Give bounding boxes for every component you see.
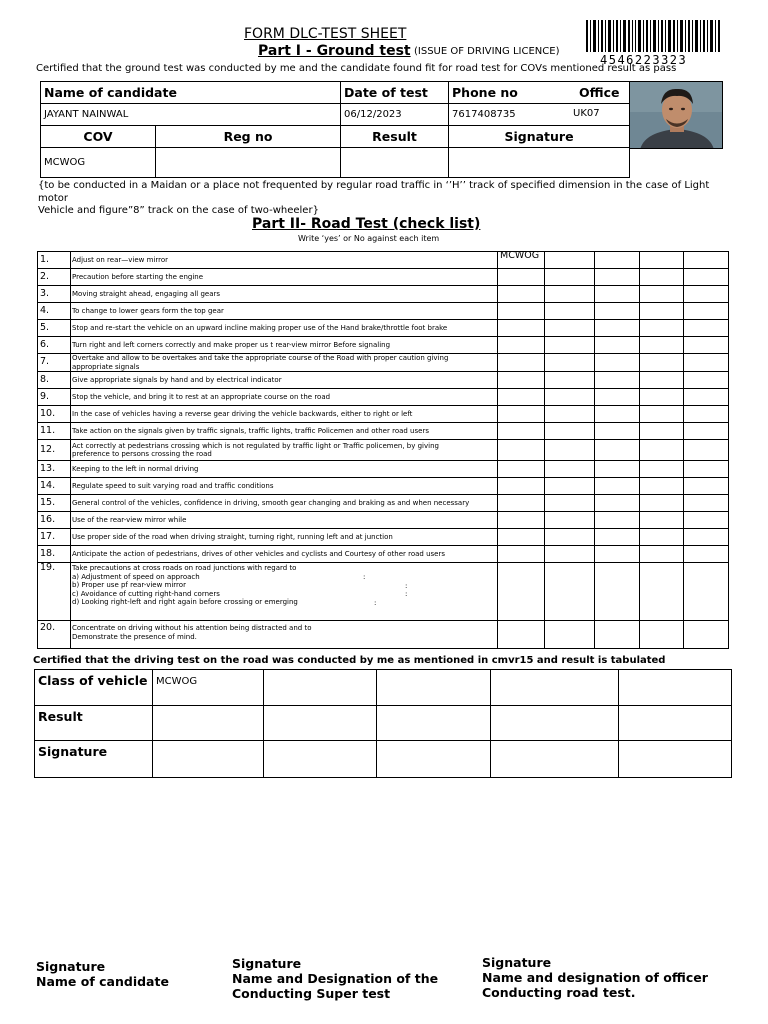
item-text <box>71 621 498 649</box>
item-text-line: Give appropriate signals by hand and by electrical indicator <box>72 375 282 384</box>
class-of-vehicle-value: MCWOG <box>153 670 264 706</box>
check-cell[interactable] <box>595 478 640 495</box>
item-number: 15. <box>38 495 71 512</box>
check-cell[interactable] <box>640 269 684 286</box>
candidate-photo <box>629 81 723 149</box>
item-text-line: Overtake and allow to be overtakes and take the appropriate course of the Road with proper caution giving <box>72 354 449 362</box>
item-text-line: Precaution before starting the engine <box>72 272 204 281</box>
item-text-line: preference to persons crossing the road <box>72 450 212 458</box>
item19-c-colon: : <box>405 590 408 598</box>
check-cell[interactable] <box>640 406 684 423</box>
candidate-name-label: Name of candidate <box>36 974 169 989</box>
super-designation-line1: Name and Designation of the <box>232 971 439 986</box>
check-cell[interactable] <box>545 512 595 529</box>
checklist-row <box>38 529 729 546</box>
check-cell[interactable] <box>498 286 545 303</box>
check-cell[interactable] <box>545 546 595 563</box>
checklist-row <box>38 546 729 563</box>
phone-office-values <box>449 104 630 126</box>
item-text <box>71 529 498 546</box>
item-text-line: Use of the rear-view mirror while <box>72 515 187 524</box>
check-cell[interactable] <box>640 337 684 354</box>
item-text <box>71 372 498 389</box>
check-cell[interactable] <box>595 423 640 440</box>
signature-value <box>449 148 630 178</box>
header-phone-office <box>449 82 630 104</box>
test-date: 06/12/2023 <box>341 104 449 126</box>
header-name-of-candidate: Name of candidate <box>41 82 341 104</box>
result-cell[interactable] <box>377 706 491 741</box>
check-cell[interactable] <box>545 621 595 649</box>
check-cell[interactable] <box>684 621 729 649</box>
item-text <box>71 423 498 440</box>
header-reg-no: Reg no <box>156 126 341 148</box>
check-cell[interactable] <box>595 621 640 649</box>
item-number: 9. <box>38 389 71 406</box>
class-cell[interactable] <box>491 670 619 706</box>
check-cell[interactable] <box>684 461 729 478</box>
check-cell[interactable] <box>684 337 729 354</box>
check-cell[interactable] <box>684 406 729 423</box>
check-cell[interactable] <box>498 320 545 337</box>
class-cell[interactable] <box>619 670 732 706</box>
checklist-row <box>38 512 729 529</box>
office-code: UK07 <box>573 108 600 119</box>
check-cell[interactable] <box>684 495 729 512</box>
part2-title: Part II- Road Test (check list) <box>252 216 481 232</box>
item-text <box>71 286 498 303</box>
item-text-line: Stop the vehicle, and bring it to rest at an appropriate course on the road <box>72 392 331 401</box>
check-cell[interactable] <box>498 406 545 423</box>
check-cell[interactable] <box>545 286 595 303</box>
item-number: 14. <box>38 478 71 495</box>
item-text <box>71 495 498 512</box>
item-number: 12. <box>38 440 71 461</box>
check-cell[interactable] <box>498 478 545 495</box>
item-text-line: Anticipate the action of pedestrians, drives of other vehicles and cyclists and Courtesy of other road users <box>72 549 446 558</box>
item19-c: c) Avoidance of cutting right-hand corners <box>72 589 220 598</box>
check-cell[interactable] <box>498 461 545 478</box>
item-text <box>71 389 498 406</box>
check-cell[interactable] <box>595 389 640 406</box>
result-cell[interactable] <box>264 706 377 741</box>
check-cell[interactable] <box>595 546 640 563</box>
check-cell[interactable] <box>640 303 684 320</box>
maidan-note-line1: {to be conducted in a Maidan or a place not frequented by regular road traffic in ‘’H’’ track of specified dimension in the case of Light motor <box>38 180 710 204</box>
item-text <box>71 303 498 320</box>
officer-designation-line2: Conducting road test. <box>482 985 636 1000</box>
item-text <box>71 478 498 495</box>
check-cell[interactable] <box>545 495 595 512</box>
officer-signature-block <box>482 955 708 1000</box>
check-cell[interactable] <box>498 621 545 649</box>
check-cell[interactable] <box>640 461 684 478</box>
item-number: 2. <box>38 269 71 286</box>
item-number: 3. <box>38 286 71 303</box>
check-cell[interactable] <box>545 440 595 461</box>
result-value <box>341 148 449 178</box>
item-number: 16. <box>38 512 71 529</box>
row-result: Result <box>35 706 153 741</box>
header-office: Office <box>579 85 620 100</box>
item-text <box>71 440 498 461</box>
checklist-body <box>38 252 729 649</box>
item-text-line: Stop and re-start the vehicle on an upward incline making proper use of the Hand brake/throttle foot brake <box>72 323 448 332</box>
check-cell[interactable] <box>684 423 729 440</box>
check-cell[interactable] <box>545 269 595 286</box>
header-cov: COV <box>41 126 156 148</box>
item-number: 20. <box>38 621 71 649</box>
check-cell[interactable] <box>640 495 684 512</box>
item-number: 8. <box>38 372 71 389</box>
item-text-line: Adjust on rear—view mirror <box>72 255 168 264</box>
check-cell[interactable] <box>595 320 640 337</box>
checklist-row <box>38 423 729 440</box>
result-cell[interactable] <box>491 706 619 741</box>
item-text <box>71 563 498 621</box>
check-cell[interactable] <box>684 529 729 546</box>
form-title: FORM DLC-TEST SHEET <box>244 26 407 42</box>
check-cell[interactable] <box>545 423 595 440</box>
checklist-row <box>38 389 729 406</box>
check-cell[interactable] <box>595 563 640 621</box>
item19-b: b) Proper use pf rear-view mirror <box>72 581 186 589</box>
write-note: Write ‘yes’ or No against each item <box>298 234 440 243</box>
item-number: 5. <box>38 320 71 337</box>
check-cell[interactable] <box>498 372 545 389</box>
check-cell[interactable] <box>545 389 595 406</box>
check-cell[interactable] <box>640 354 684 372</box>
item-number: 6. <box>38 337 71 354</box>
cov-value: MCWOG <box>41 148 156 178</box>
header-result: Result <box>341 126 449 148</box>
check-cell[interactable] <box>498 423 545 440</box>
person-photo-icon <box>630 82 723 149</box>
signature-cell[interactable] <box>377 741 491 778</box>
row-signature: Signature <box>35 741 153 778</box>
super-test-signature-block <box>232 956 438 1001</box>
check-cell[interactable] <box>595 372 640 389</box>
item-text-line: Use proper side of the road when driving straight, turning right, running left and at junction <box>72 532 393 541</box>
check-cell[interactable] <box>595 337 640 354</box>
candidate-signature-label: Signature <box>36 959 106 974</box>
item-text <box>71 252 498 269</box>
checklist-row <box>38 252 729 269</box>
check-cell[interactable] <box>545 406 595 423</box>
item-number: 11. <box>38 423 71 440</box>
check-cell[interactable] <box>640 563 684 621</box>
item-number: 17. <box>38 529 71 546</box>
check-cell[interactable] <box>640 252 684 269</box>
item19-b-colon: : <box>405 582 408 590</box>
check-cell[interactable] <box>684 286 729 303</box>
item-text <box>71 354 498 372</box>
check-cell[interactable] <box>684 372 729 389</box>
checklist-row <box>38 337 729 354</box>
item19-intro: Take precautions at cross roads on road junctions with regard to <box>72 564 297 572</box>
checklist-row <box>38 461 729 478</box>
item-text <box>71 337 498 354</box>
check-cell[interactable] <box>595 495 640 512</box>
barcode-icon <box>586 20 722 52</box>
checklist-row <box>38 286 729 303</box>
item19-a-colon: : <box>363 573 366 581</box>
candidate-name: JAYANT NAINWAL <box>41 104 341 126</box>
item-text-line: appropriate signals <box>72 362 140 371</box>
maidan-note-line2: Vehicle and figure”8” track on the case of two-wheeler} <box>38 205 319 216</box>
item-text-line: General control of the vehicles, confidence in driving, smooth gear changing and braking as and when necessary <box>72 498 470 507</box>
item19-d: d) Looking right-left and right again before crossing or emerging <box>72 598 298 606</box>
road-test-result-table <box>34 669 732 778</box>
check-cell[interactable] <box>595 354 640 372</box>
checklist-row <box>38 495 729 512</box>
check-cell[interactable] <box>684 303 729 320</box>
super-signature-label: Signature <box>232 956 302 971</box>
check-cell[interactable] <box>684 563 729 621</box>
item-number: 19. <box>38 563 71 621</box>
item-text-line: To change to lower gears form the top gear <box>72 306 224 315</box>
item-number: 1. <box>38 252 71 269</box>
checklist-row <box>38 354 729 372</box>
signature-cell[interactable] <box>619 741 732 778</box>
check-cell[interactable] <box>684 546 729 563</box>
check-cell[interactable] <box>498 389 545 406</box>
item20-line2: Demonstrate the presence of mind. <box>72 632 197 641</box>
header-date-of-test: Date of test <box>341 82 449 104</box>
item-number: 4. <box>38 303 71 320</box>
item-text <box>71 269 498 286</box>
candidate-signature-block <box>36 959 169 989</box>
checklist-row-20 <box>38 621 729 649</box>
check-cell[interactable] <box>684 269 729 286</box>
signature-cell[interactable] <box>153 741 264 778</box>
check-cell[interactable] <box>640 320 684 337</box>
check-cell[interactable] <box>545 478 595 495</box>
check-cell[interactable] <box>595 512 640 529</box>
road-test-checklist <box>37 251 729 649</box>
check-cell[interactable] <box>684 320 729 337</box>
header-phone-no: Phone no <box>452 85 518 100</box>
item-number: 7. <box>38 354 71 372</box>
maidan-note <box>38 180 728 218</box>
phone-number: 7617408735 <box>452 109 516 120</box>
check-cell[interactable] <box>498 529 545 546</box>
barcode-number: 4546223323 <box>600 53 688 67</box>
check-cell[interactable] <box>640 621 684 649</box>
item19-d-colon: : <box>374 599 377 607</box>
check-cell[interactable] <box>595 461 640 478</box>
check-cell[interactable] <box>498 440 545 461</box>
check-cell[interactable] <box>684 252 729 269</box>
item-number: 13. <box>38 461 71 478</box>
item-text <box>71 320 498 337</box>
check-cell[interactable] <box>640 372 684 389</box>
item-text-line: Keeping to the left in normal driving <box>72 464 199 473</box>
officer-signature-label: Signature <box>482 955 552 970</box>
class-cell[interactable] <box>377 670 491 706</box>
item-text-line: Take action on the signals given by traffic signals, traffic lights, traffic Policemen and other road users <box>72 426 429 435</box>
cov-header-cell[interactable]: MCWOG <box>498 252 545 269</box>
check-cell[interactable] <box>498 303 545 320</box>
item-number: 18. <box>38 546 71 563</box>
checklist-row <box>38 320 729 337</box>
check-cell[interactable] <box>595 269 640 286</box>
check-cell[interactable] <box>595 286 640 303</box>
item19-a: a) Adjustment of speed on approach <box>72 572 200 581</box>
result-cell[interactable] <box>153 706 264 741</box>
class-cell[interactable] <box>264 670 377 706</box>
ground-test-certification: Certified that the ground test was conducted by me and the candidate found fit for road test for COVs mentioned result as pass <box>36 63 677 74</box>
check-cell[interactable] <box>545 563 595 621</box>
check-cell[interactable] <box>498 495 545 512</box>
check-cell[interactable] <box>684 440 729 461</box>
signature-cell[interactable] <box>491 741 619 778</box>
checklist-row <box>38 303 729 320</box>
check-cell[interactable] <box>640 440 684 461</box>
check-cell[interactable] <box>545 320 595 337</box>
checklist-row-19 <box>38 563 729 621</box>
check-cell[interactable] <box>595 406 640 423</box>
item-number: 10. <box>38 406 71 423</box>
check-cell[interactable] <box>640 529 684 546</box>
checklist-row <box>38 478 729 495</box>
item-text <box>71 461 498 478</box>
reg-no-value <box>156 148 341 178</box>
header-signature: Signature <box>449 126 630 148</box>
issue-note: (ISSUE OF DRIVING LICENCE) <box>414 46 560 57</box>
check-cell[interactable] <box>640 286 684 303</box>
check-cell[interactable] <box>545 252 595 269</box>
item-text <box>71 512 498 529</box>
check-cell[interactable] <box>545 354 595 372</box>
check-cell[interactable] <box>684 354 729 372</box>
check-cell[interactable] <box>595 252 640 269</box>
check-cell[interactable] <box>684 389 729 406</box>
part1-title: Part I - Ground test <box>258 43 411 59</box>
check-cell[interactable] <box>640 512 684 529</box>
item-text-line: Act correctly at pedestrians crossing which is not regulated by traffic light or Traffic policemen, by giving <box>72 441 439 450</box>
check-cell[interactable] <box>545 372 595 389</box>
item20-line1: Concentrate on driving without his attention being distracted and to <box>72 624 312 632</box>
check-cell[interactable] <box>684 512 729 529</box>
check-cell[interactable] <box>595 529 640 546</box>
super-designation-line2: Conducting Super test <box>232 986 391 1001</box>
signature-cell[interactable] <box>264 741 377 778</box>
check-cell[interactable] <box>640 478 684 495</box>
check-cell[interactable] <box>545 303 595 320</box>
item-text-line: Turn right and left corners correctly and make proper us t rear-view mirror Before signaling <box>72 340 391 349</box>
checklist-row <box>38 440 729 461</box>
check-cell[interactable] <box>498 354 545 372</box>
check-cell[interactable] <box>595 440 640 461</box>
check-cell[interactable] <box>498 546 545 563</box>
check-cell[interactable] <box>640 389 684 406</box>
check-cell[interactable] <box>595 303 640 320</box>
item-text-line: In the case of vehicles having a reverse gear driving the vehicle backwards, either to right or left <box>72 409 413 418</box>
item-text <box>71 406 498 423</box>
check-cell[interactable] <box>498 512 545 529</box>
ground-test-table <box>40 81 630 178</box>
item-text <box>71 546 498 563</box>
item-text-line: Moving straight ahead, engaging all gears <box>72 289 221 298</box>
check-cell[interactable] <box>640 546 684 563</box>
officer-designation-line1: Name and designation of officer <box>482 970 708 985</box>
checklist-row <box>38 269 729 286</box>
check-cell[interactable] <box>498 337 545 354</box>
check-cell[interactable] <box>545 461 595 478</box>
check-cell[interactable] <box>545 337 595 354</box>
check-cell[interactable] <box>498 563 545 621</box>
item-text-line: Regulate speed to suit varying road and traffic conditions <box>72 481 274 490</box>
road-test-certification: Certified that the driving test on the road was conducted by me as mentioned in cmvr15 and result is tabulated <box>33 655 666 666</box>
check-cell[interactable] <box>684 478 729 495</box>
check-cell[interactable] <box>498 269 545 286</box>
result-cell[interactable] <box>619 706 732 741</box>
checklist-row <box>38 406 729 423</box>
check-cell[interactable] <box>640 423 684 440</box>
checklist-row <box>38 372 729 389</box>
check-cell[interactable] <box>545 529 595 546</box>
row-class-of-vehicle: Class of vehicle <box>35 670 153 706</box>
